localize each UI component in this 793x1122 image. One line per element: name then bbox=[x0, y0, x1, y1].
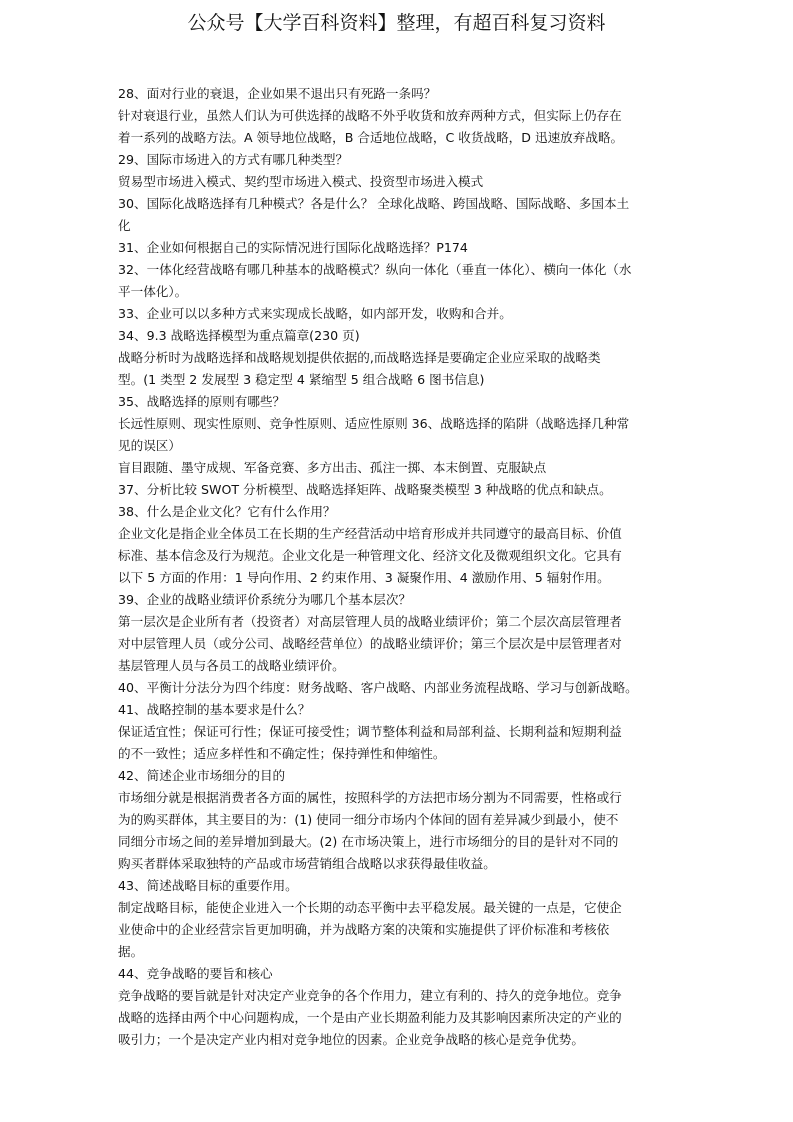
text-line: 市场细分就是根据消费者各方面的属性，按照科学的方法把市场分割为不同需要，性格或行 bbox=[118, 790, 622, 805]
text-line: 30、国际化战略选择有几种模式？各是什么？ 全球化战略、跨国战略、国际战略、多国本土 bbox=[118, 196, 630, 211]
text-line: 的不一致性；适应多样性和不确定性；保持弹性和伸缩性。 bbox=[118, 746, 446, 761]
text-line: 业使命中的企业经营宗旨更加明确，并为战略方案的决策和实施提供了评价标准和考核依 bbox=[118, 922, 610, 937]
text-line: 基层管理人员与各员工的战略业绩评价。 bbox=[118, 658, 345, 673]
text-line: 29、国际市场进入的方式有哪几种类型？ bbox=[118, 152, 349, 167]
text-line: 38、什么是企业文化？它有什么作用？ bbox=[118, 504, 336, 519]
text-line: 据。 bbox=[118, 944, 144, 959]
text-line: 32、一体化经营战略有哪几种基本的战略模式？纵向一体化（垂直一体化）、横向一体化（水 bbox=[118, 262, 632, 277]
text-line: 盲目跟随、墨守成规、军备竞赛、多方出击、孤注一掷、本末倒置、克服缺点 bbox=[118, 460, 547, 475]
text-line: 标准、基本信念及行为规范。企业文化是一种管理文化、经济文化及微观组织文化。它具有 bbox=[118, 548, 622, 563]
text-line: 同细分市场之间的差异增加到最大。(2) 在市场决策上，进行市场细分的目的是针对不同的 bbox=[118, 834, 619, 849]
text-line: 44、竞争战略的要旨和核心 bbox=[118, 966, 273, 981]
text-line: 长远性原则、现实性原则、竞争性原则、适应性原则 36、战略选择的陷阱（战略选择几种常 bbox=[118, 416, 630, 431]
text-line: 40、平衡计分法分为四个纬度：财务战略、客户战略、内部业务流程战略、学习与创新战略。 bbox=[118, 680, 638, 695]
text-line: 33、企业可以以多种方式来实现成长战略，如内部开发，收购和合并。 bbox=[118, 306, 512, 321]
text-line: 见的误区） bbox=[118, 438, 181, 453]
text-line: 39、企业的战略业绩评价系统分为哪几个基本层次？ bbox=[118, 592, 412, 607]
text-line: 43、简述战略目标的重要作用。 bbox=[118, 878, 298, 893]
text-line: 第一层次是企业所有者（投资者）对高层管理人员的战略业绩评价；第二个层次高层管理者 bbox=[118, 614, 622, 629]
text-line: 以下 5 方面的作用：1 导向作用、2 约束作用、3 凝聚作用、4 激励作用、5 辐射作用。 bbox=[118, 570, 610, 585]
text-line: 吸引力；一个是决定产业内相对竞争地位的因素。企业竞争战略的核心是竞争优势。 bbox=[118, 1032, 584, 1047]
text-line: 竞争战略的要旨就是针对决定产业竞争的各个作用力，建立有利的、持久的竞争地位。竞争 bbox=[118, 988, 622, 1003]
text-line: 为的购买群体，其主要目的为：(1) 使同一细分市场内个体间的固有差异减少到最小，使不 bbox=[118, 812, 619, 827]
text-line: 平一体化）。 bbox=[118, 284, 188, 299]
text-line: 37、分析比较 SWOT 分析模型、战略选择矩阵、战略聚类模型 3 种战略的优点和缺点。 bbox=[118, 482, 612, 497]
text-line: 战略的选择由两个中心问题构成，一个是由产业长期盈利能力及其影响因素所决定的产业的 bbox=[118, 1010, 622, 1025]
text-line: 购买者群体采取独特的产品或市场营销组合战略以求获得最佳收益。 bbox=[118, 856, 496, 871]
text-line: 42、简述企业市场细分的目的 bbox=[118, 768, 286, 783]
text-line: 对中层管理人员（或分公司、战略经营单位）的战略业绩评价；第三个层次是中层管理者对 bbox=[118, 636, 622, 651]
text-line: 型。(1 类型 2 发展型 3 稳定型 4 紧缩型 5 组合战略 6 图书信息) bbox=[118, 372, 485, 387]
text-line: 企业文化是指企业全体员工在长期的生产经营活动中培育形成并共同遵守的最高目标、价值 bbox=[118, 526, 622, 541]
text-line: 31、企业如何根据自己的实际情况进行国际化战略选择？P174 bbox=[118, 240, 468, 255]
text-line: 着一系列的战略方法。A 领导地位战略，B 合适地位战略，C 收货战略，D 迅速放弃战略。 bbox=[118, 130, 624, 145]
document-body bbox=[118, 83, 680, 1051]
text-line: 化 bbox=[118, 218, 131, 233]
text-line: 41、战略控制的基本要求是什么？ bbox=[118, 702, 311, 717]
text-line: 制定战略目标，能使企业进入一个长期的动态平衡中去平稳发展。最关键的一点是，它使企 bbox=[118, 900, 622, 915]
page-header: 公众号【大学百科资料】整理，有超百科复习资料 bbox=[187, 12, 606, 34]
text-line: 35、战略选择的原则有哪些？ bbox=[118, 394, 286, 409]
text-line: 28、面对行业的衰退，企业如果不退出只有死路一条吗？ bbox=[118, 86, 437, 101]
text-line: 针对衰退行业，虽然人们认为可供选择的战略不外乎收货和放弃两种方式，但实际上仍存在 bbox=[118, 108, 622, 123]
text-line: 战略分析时为战略选择和战略规划提供依据的,而战略选择是要确定企业应采取的战略类 bbox=[118, 350, 601, 365]
text-line: 贸易型市场进入模式、契约型市场进入模式、投资型市场进入模式 bbox=[118, 174, 484, 189]
text-line: 34、9.3 战略选择模型为重点篇章(230 页) bbox=[118, 328, 360, 343]
text-line: 保证适宜性；保证可行性；保证可接受性；调节整体利益和局部利益、长期利益和短期利益 bbox=[118, 724, 622, 739]
